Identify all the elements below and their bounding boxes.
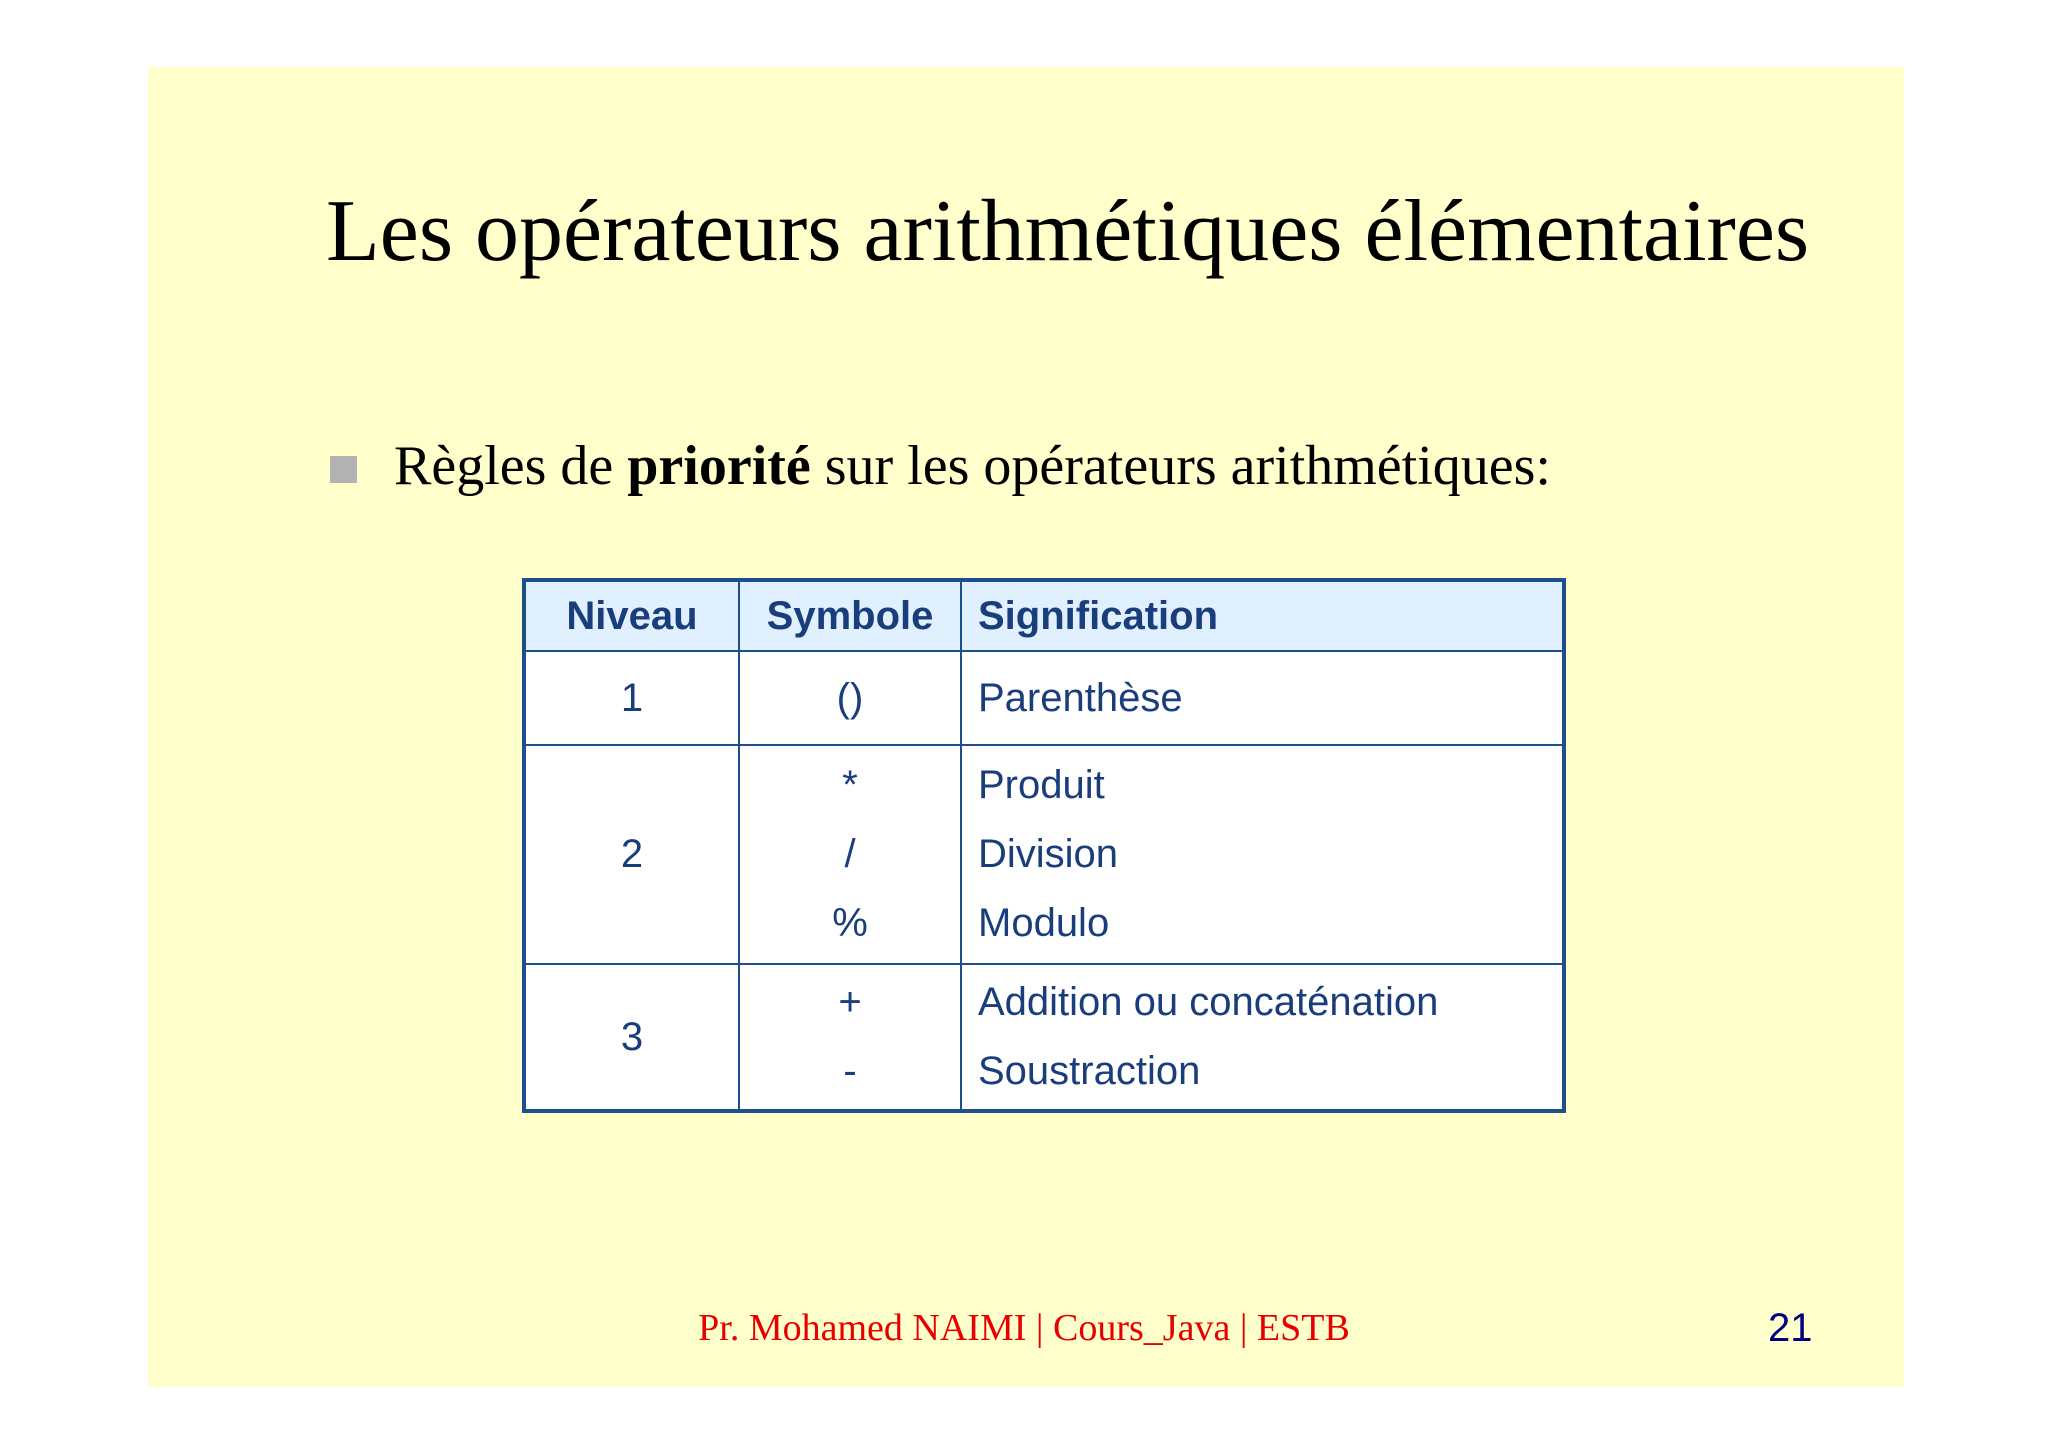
niveau-cell: 2 [524,745,739,964]
bullet-prefix: Règles de [394,435,628,497]
meaning-cell [961,745,1564,964]
symbol-cell: () [739,651,961,745]
meaning-item: Produit [978,763,1105,807]
table-row [524,964,1564,1111]
bullet-bold: priorité [627,435,811,497]
niveau-cell: 3 [524,964,739,1111]
meaning-item: Division [978,832,1119,876]
header-niveau: Niveau [524,580,739,651]
bullet-suffix: sur les opérateurs arithmétiques: [810,435,1551,497]
meaning-cell [961,964,1564,1111]
table-header-row [524,580,1564,651]
symbol-item: * [842,763,858,807]
header-symbole: Symbole [739,580,961,651]
page-number: 21 [1768,1306,1813,1350]
bullet-square-icon [330,456,357,483]
niveau-cell: 1 [524,651,739,745]
meaning-item: Modulo [978,901,1110,945]
meaning-cell: Parenthèse [961,651,1564,745]
table-row [524,745,1564,964]
symbol-item: % [832,901,868,945]
priority-table [522,578,1566,1113]
symbol-item: + [838,980,862,1024]
header-signification: Signification [961,580,1564,651]
symbol-item: / [844,832,856,876]
slide-title: Les opérateurs arithmétiques élémentaires [326,183,1810,280]
bullet-text [394,435,1551,497]
meaning-item: Addition ou concaténation [978,980,1439,1024]
table-row [524,651,1564,745]
symbol-cell [739,745,961,964]
symbol-item: - [843,1049,857,1093]
meaning-item: Soustraction [978,1049,1201,1093]
symbol-cell [739,964,961,1111]
slide-footer: Pr. Mohamed NAIMI | Cours_Java | ESTB [698,1307,1350,1349]
